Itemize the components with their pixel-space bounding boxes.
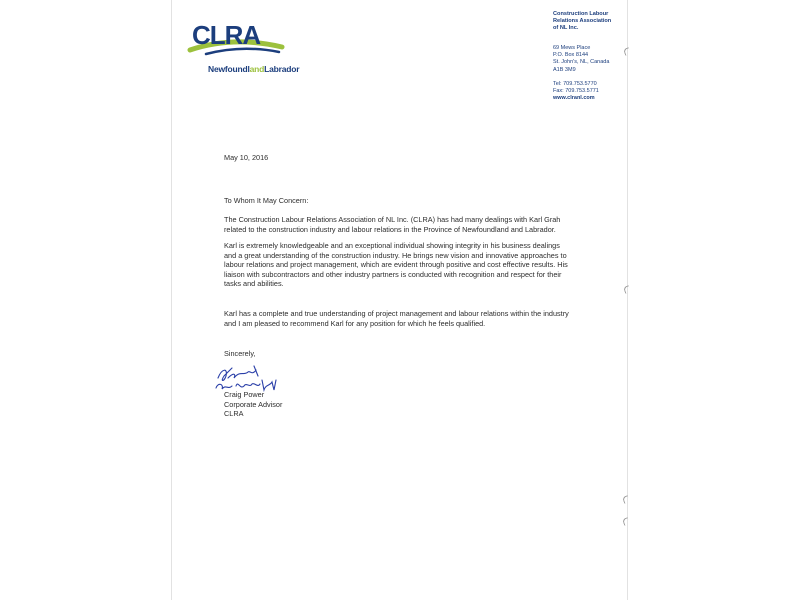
telephone: Tel: 709.753.5770 (553, 80, 597, 87)
clra-logo (184, 14, 300, 74)
paragraph-1: The Construction Labour Relations Association of NL Inc. (CLRA) has had many dealings with Karl Grah related to the construction industry and labour relations in the Province of Newfoundland and Labrador. (224, 215, 561, 234)
org-name-line: Construction Labour (553, 11, 609, 17)
fax: Fax: 709.753.5771 (553, 88, 599, 95)
scan-artifact (622, 495, 630, 504)
salutation: To Whom It May Concern: (224, 196, 309, 205)
signer-organization: CLRA (224, 409, 244, 418)
letter-page (172, 0, 627, 600)
address-line: P.O. Box 8144 (553, 52, 589, 59)
website: www.clranl.com (553, 95, 595, 102)
organization-address (553, 45, 627, 102)
svg-text:CLRA: CLRA (192, 20, 261, 50)
address-line: 69 Mews Place (553, 45, 591, 51)
signer-title: Corporate Advisor (224, 399, 283, 409)
signature-block (224, 390, 574, 419)
scan-artifact (622, 517, 630, 526)
signer-name: Craig Power (224, 390, 265, 399)
logo-subtitle: NewfoundlandLabrador (208, 64, 300, 74)
address-line: St. John's, NL, Canada (553, 59, 610, 66)
closing: Sincerely, (224, 349, 256, 358)
organization-name (553, 11, 627, 32)
org-name-line: Relations Association (553, 18, 612, 24)
scan-artifact (623, 285, 631, 294)
letter-date: May 10, 2016 (224, 153, 269, 162)
address-line: A1B 3M9 (553, 66, 576, 73)
clra-logo-mark (184, 14, 294, 66)
scan-artifact (623, 47, 631, 56)
paragraph-2: Karl is extremely knowledgeable and an exceptional individual showing integrity in his business dealings and a great understanding of the construction industry. He brings new vision and innovative approaches to labour relations and project management, which are evident through positive and cost effective results. His liaison with subcontractors and other industry partners is conducted with recognition and respect for their tasks and abilities. (224, 241, 568, 288)
paragraph-3: Karl has a complete and true understanding of project management and labour relations within the industry and I am pleased to recommend Karl for any position for which he feels qualified. (224, 309, 569, 328)
org-name-line: of NL Inc. (553, 25, 579, 31)
